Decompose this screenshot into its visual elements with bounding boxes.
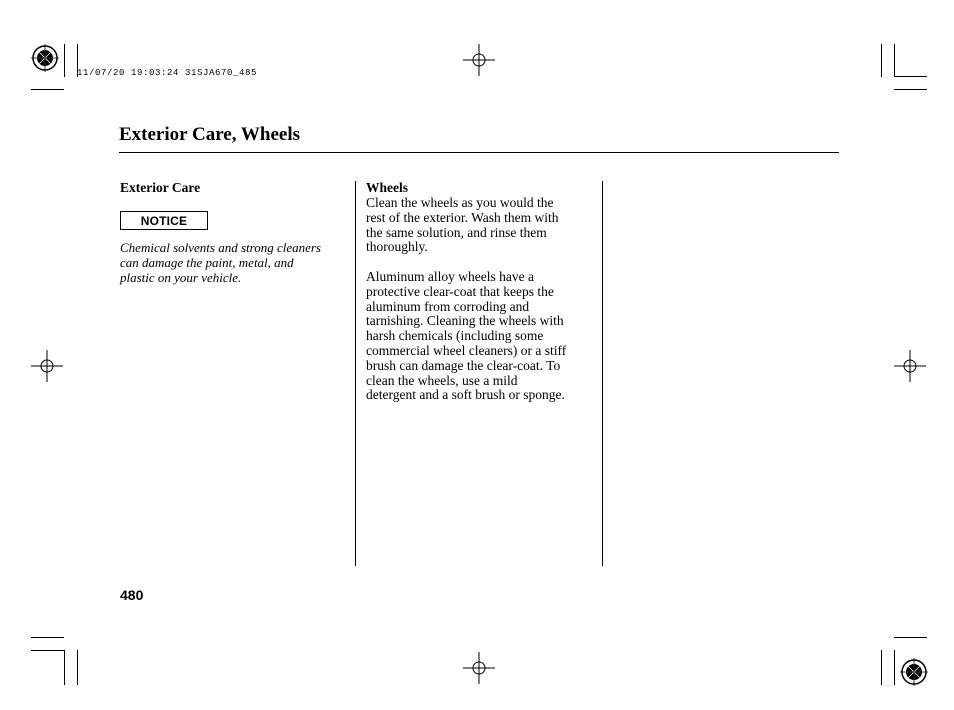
- crop-mark: [64, 650, 65, 685]
- title-rule: [119, 152, 839, 153]
- paragraph-line: harsh chemicals (including some: [366, 328, 544, 344]
- crop-mark: [881, 44, 882, 77]
- paragraph-line: Clean the wheels as you would the: [366, 195, 554, 210]
- crosshair-icon: [894, 350, 926, 382]
- notice-label: NOTICE: [140, 213, 188, 228]
- print-stamp: 11/07/20 19:03:24 31SJA670_485: [77, 68, 258, 78]
- paragraph-line: brush can damage the clear-coat. To: [366, 357, 561, 373]
- paragraph-line: commercial wheel cleaners) or a stiff: [366, 342, 567, 358]
- notice-line: Chemical solvents and strong cleaners: [120, 240, 321, 255]
- wheels-paragraph-1: [366, 196, 602, 255]
- crop-mark: [894, 637, 927, 638]
- notice-line: plastic on your vehicle.: [120, 270, 242, 285]
- crosshair-icon: [31, 350, 63, 382]
- paragraph-line: thoroughly.: [366, 239, 428, 255]
- notice-line: can damage the paint, metal, and: [120, 255, 294, 270]
- paragraph-line: Aluminum alloy wheels have a: [366, 269, 534, 284]
- paragraph-line: aluminum from corroding and: [366, 298, 530, 314]
- crop-mark: [894, 89, 927, 90]
- column-divider: [355, 181, 356, 566]
- crop-mark: [881, 650, 882, 685]
- crop-mark: [31, 637, 64, 638]
- wheels-paragraph-2: [366, 270, 602, 403]
- crop-mark: [894, 76, 927, 77]
- paragraph-line: tarnishing. Cleaning the wheels with: [366, 313, 564, 329]
- crop-mark: [77, 650, 78, 685]
- crop-mark: [894, 650, 895, 685]
- crop-mark: [31, 89, 64, 90]
- paragraph-line: clean the wheels, use a mild: [366, 372, 518, 388]
- paragraph-line: detergent and a soft brush or sponge.: [366, 387, 565, 403]
- registration-target-icon: [31, 44, 59, 72]
- exterior-care-heading: Exterior Care: [120, 180, 201, 195]
- page-title: Exterior Care, Wheels: [119, 124, 300, 145]
- crop-mark: [894, 44, 895, 77]
- paragraph-line: protective clear-coat that keeps the: [366, 283, 554, 299]
- paragraph-line: rest of the exterior. Wash them with: [366, 209, 559, 225]
- crosshair-icon: [463, 44, 495, 76]
- wheels-heading: Wheels: [366, 180, 408, 195]
- notice-badge: [120, 211, 208, 230]
- column-divider: [602, 181, 603, 566]
- paragraph-line: the same solution, and rinse them: [366, 224, 547, 240]
- crosshair-icon: [463, 652, 495, 684]
- page-number: 480: [120, 587, 144, 603]
- registration-target-icon: [900, 658, 928, 686]
- crop-mark: [64, 44, 65, 77]
- crop-mark: [31, 650, 64, 651]
- notice-text: [120, 240, 352, 285]
